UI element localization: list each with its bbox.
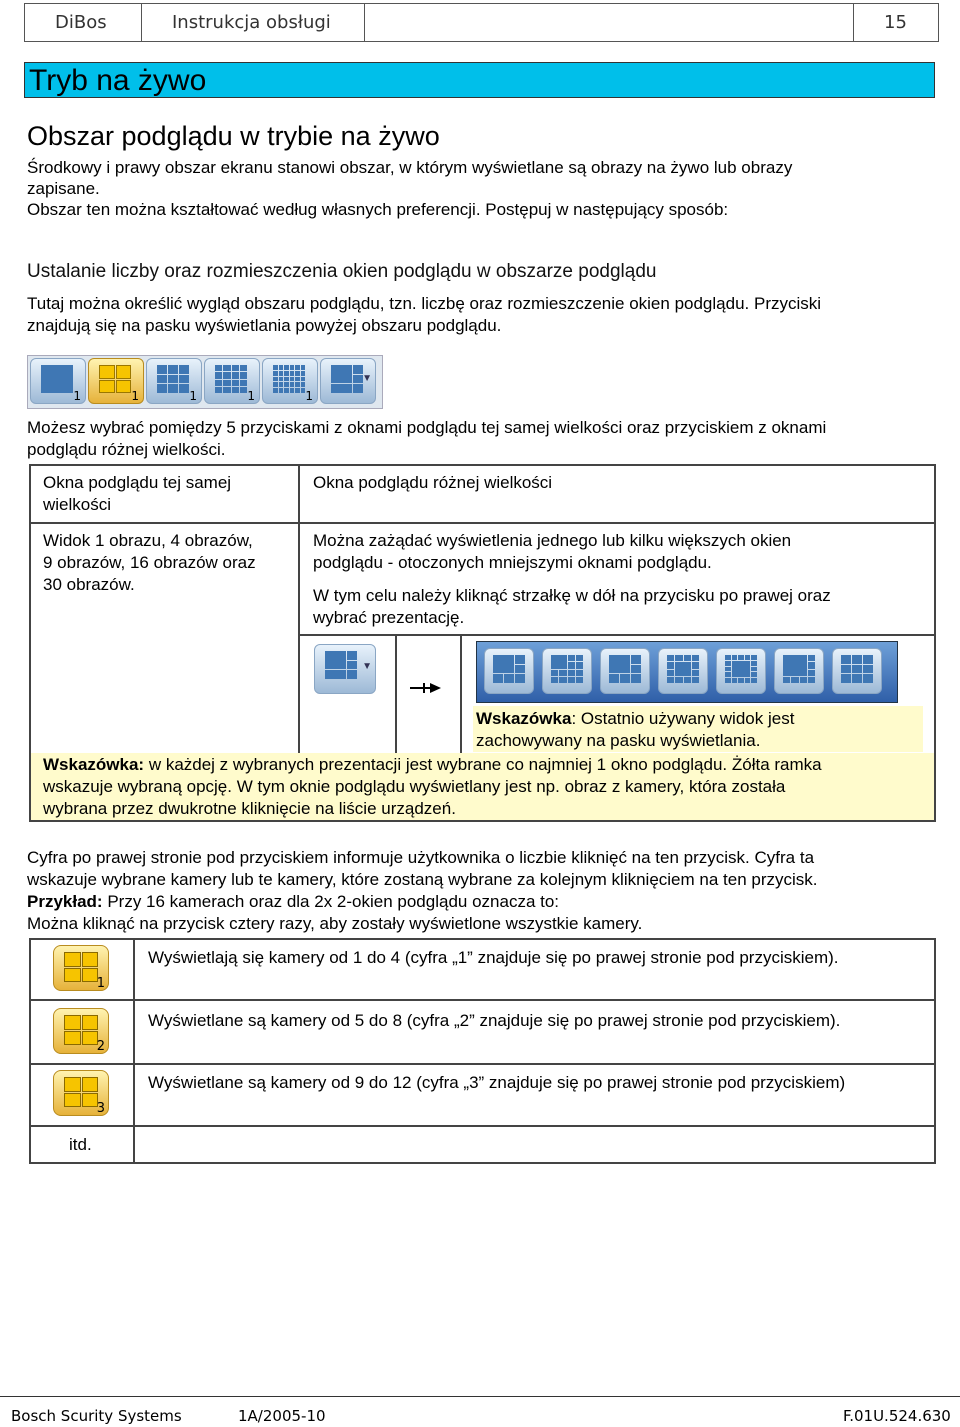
etc-label: itd. <box>69 1135 92 1154</box>
different-size-description: Można zażądać wyświetlenia jednego lub kilku większych okien podglądu - otoczonych mniejszymi oknami podglądu. W tym celu należy kliknąć strzałkę w dół na przycisku po prawej oraz wybrać prezentację. <box>313 531 831 627</box>
page-header <box>24 3 939 42</box>
layout-option-button[interactable] <box>542 648 592 694</box>
mixed-view-button[interactable] <box>320 358 376 404</box>
layout-icon <box>725 655 757 683</box>
sixteen-view-icon <box>215 365 247 393</box>
dropdown-arrow-icon[interactable]: ▼ <box>362 373 372 384</box>
table-divider <box>298 634 936 636</box>
table-divider <box>29 999 936 1001</box>
header-spacer <box>365 4 854 41</box>
description-text: Tutaj można określić wygląd obszaru podglądu, tzn. liczbę oraz rozmieszczenie okien podglądu. Przyciski znajdują się na pasku wyświetlania powyżej obszaru podglądu. <box>27 294 822 335</box>
layout-icon <box>841 655 873 683</box>
quad-view-button-click-3[interactable]: 3 <box>53 1070 109 1116</box>
layout-option-button[interactable] <box>658 648 708 694</box>
arrow-right-icon <box>410 681 442 695</box>
table-divider <box>29 522 936 524</box>
choose-text: Możesz wybrać pomiędzy 5 przyciskami z oknami podglądu tej samej wielkości oraz przyciskiem z oknami podglądu różnej wielkości. <box>27 418 827 459</box>
mixed-view-button-example[interactable] <box>314 644 376 694</box>
quad-view-button-click-2[interactable]: 2 <box>53 1008 109 1054</box>
table-divider <box>29 1063 936 1065</box>
info-text: Cyfra po prawej stronie pod przyciskiem informuje użytkownika o liczbie kliknięć na ten przycisk. Cyfra ta wskazuje wybrane kamery lub te kamery, które zostaną wybrane za kolejnym kliknięciem na ten przycisk. Przykład: Przy 16 kamerach oraz dla 2x 2-okien podglądu oznacza to: Można kliknąć na przycisk cztery razy, aby zostały wyświetlone wszystkie kamery. <box>27 848 818 933</box>
same-size-header: Okna podglądu tej samej wielkości <box>43 473 232 514</box>
intro-text: Środkowy i prawy obszar ekranu stanowi obszar, w którym wyświetlane są obrazy na żywo lub obrazy zapisane. Obszar ten można kształtować według własnych preferencji. Postępuj w następujący sposób: <box>27 158 793 219</box>
step-text: Wyświetlają się kamery od 1 do 4 (cyfra „1” znajduje się po prawej stronie pod przyciskiem). <box>148 948 839 967</box>
table-divider <box>29 1125 936 1127</box>
quad-view-icon <box>64 952 98 982</box>
view-layout-popup <box>476 641 898 703</box>
single-view-icon <box>41 365 73 393</box>
nine-view-button[interactable]: 1 <box>146 358 202 404</box>
layout-option-button[interactable] <box>716 648 766 694</box>
different-size-header: Okna podglądu różnej wielkości <box>313 473 553 492</box>
table-divider <box>133 938 135 1164</box>
page-footer <box>0 1396 960 1427</box>
header-section: Instrukcja obsługi <box>142 4 365 41</box>
step-text: Wyświetlane są kamery od 5 do 8 (cyfra „2” znajduje się po prawej stronie pod przyciskiem). <box>148 1011 841 1030</box>
chapter-banner: Tryb na żywo <box>24 62 935 98</box>
dropdown-arrow-icon[interactable]: ▼ <box>362 661 372 672</box>
step-text: Wyświetlane są kamery od 9 do 12 (cyfra „3” znajduje się po prawej stronie pod przyciskiem) <box>148 1073 846 1092</box>
footer-company: Bosch Scurity Systems <box>11 1407 182 1425</box>
table-divider <box>395 636 397 753</box>
header-page-number: 15 <box>884 12 907 33</box>
layout-icon <box>493 655 525 683</box>
layout-icon <box>667 655 699 683</box>
thirty-view-icon <box>273 365 305 393</box>
thirty-view-button[interactable]: 1 <box>262 358 318 404</box>
footer-code: F.01U.524.630 <box>843 1407 951 1425</box>
page-title: Obszar podglądu w trybie na żywo <box>27 121 440 151</box>
table-divider <box>460 636 462 753</box>
quad-view-icon <box>64 1077 98 1107</box>
table-divider <box>298 464 300 753</box>
layout-option-button[interactable] <box>600 648 650 694</box>
nine-view-icon <box>157 365 189 393</box>
quad-view-icon <box>64 1015 98 1045</box>
quad-view-button[interactable]: 1 <box>88 358 144 404</box>
layout-icon <box>783 655 815 683</box>
tip-text: Wskazówka: Ostatnio używany widok jest zachowywany na pasku wyświetlania. <box>476 709 795 750</box>
layout-option-button[interactable] <box>774 648 824 694</box>
section-subheading: Ustalanie liczby oraz rozmieszczenia okien podglądu w obszarze podglądu <box>27 261 657 282</box>
single-view-button[interactable]: 1 <box>30 358 86 404</box>
same-size-description: Widok 1 obrazu, 4 obrazów, 9 obrazów, 16 obrazów oraz 30 obrazów. <box>43 531 256 594</box>
mixed-view-icon <box>331 365 363 393</box>
layout-icon <box>609 655 641 683</box>
layout-option-button[interactable] <box>832 648 882 694</box>
quad-view-button-click-1[interactable]: 1 <box>53 945 109 991</box>
quad-view-icon <box>99 365 131 393</box>
layout-icon <box>551 655 583 683</box>
display-toolbar <box>27 355 383 409</box>
sixteen-view-button[interactable]: 1 <box>204 358 260 404</box>
footer-date: 1A/2005-10 <box>238 1407 326 1425</box>
tip-text-selection: Wskazówka: w każdej z wybranych prezentacji jest wybrane co najmniej 1 okno podglądu. Żółta ramka wskazuje wybraną opcję. W tym oknie podglądu wyświetlany jest np. obraz z kamery, która została wybrana przez dwukrotne kliknięcie na liście urządzeń. <box>43 755 822 818</box>
header-product: DiBos <box>25 4 142 41</box>
mixed-view-icon <box>325 651 357 679</box>
layout-option-button[interactable] <box>484 648 534 694</box>
camera-steps-table <box>29 938 936 1164</box>
